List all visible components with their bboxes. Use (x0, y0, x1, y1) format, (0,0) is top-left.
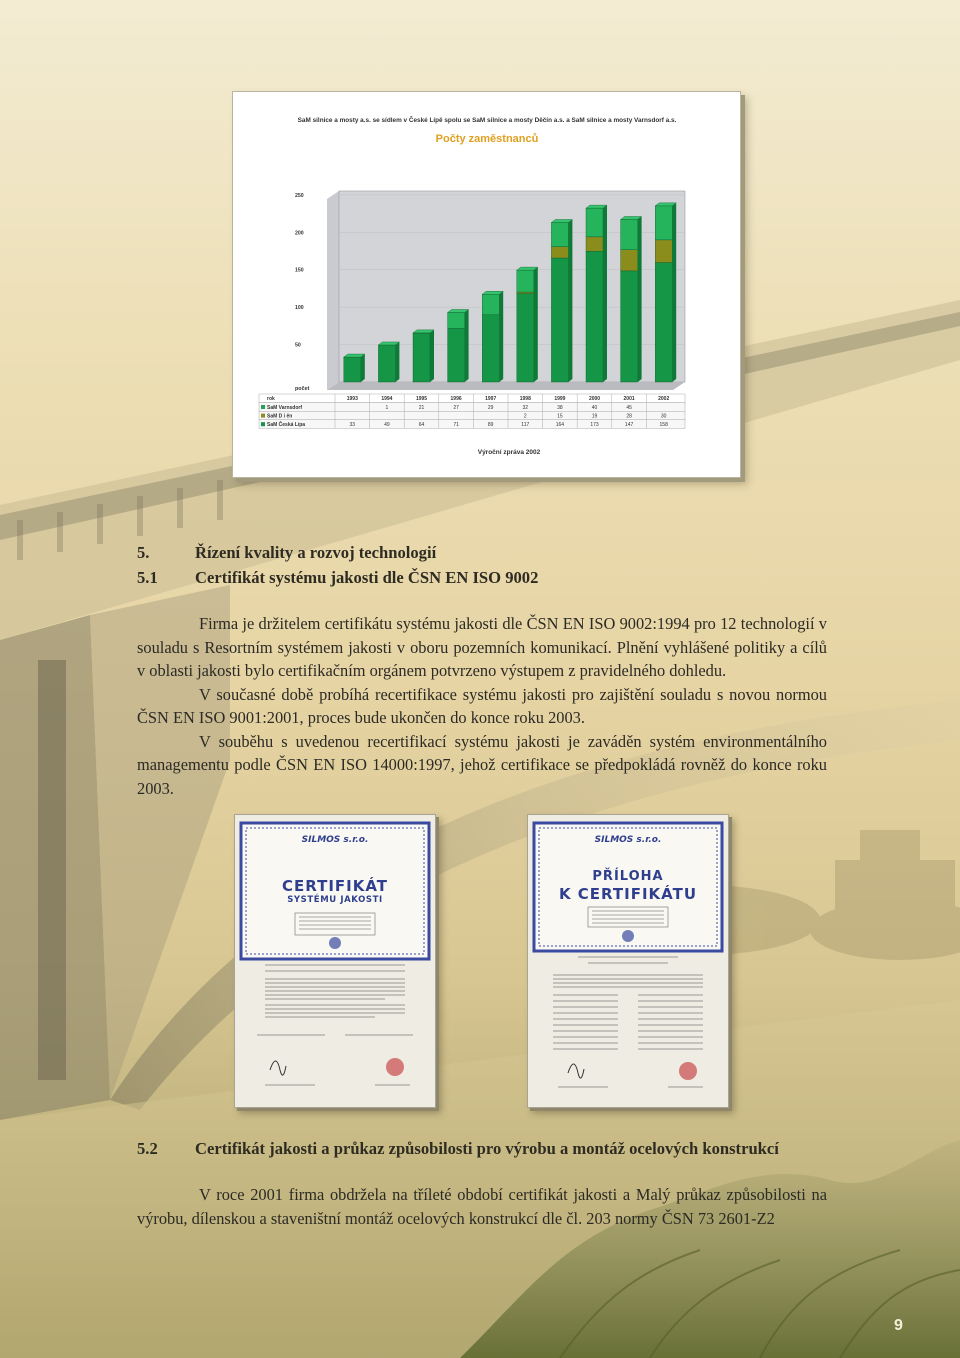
section-5-1-title: Certifikát systému jakosti dle ČSN EN ISO 9002 (195, 568, 539, 587)
section-5-heading (137, 543, 436, 563)
bar-segment (655, 263, 672, 382)
data-label: 117 (521, 422, 530, 428)
data-label: 71 (453, 422, 459, 428)
paragraph: Firma je držitelem certifikátu systému jakosti dle ČSN EN ISO 9002:1994 pro 12 technologií v souladu s Resortním systémem jakosti v oboru pozemních komunikací. Plnění vyhlášené politiky a cílů v oblasti jakosti bylo certifikačním orgánem potvrzeno výstupem z pravidelného dohledu. (137, 614, 827, 680)
table-row (259, 420, 685, 429)
bar-segment (413, 334, 430, 382)
bar-segment (448, 312, 465, 328)
bar-segment (482, 315, 499, 382)
paragraph: V roce 2001 firma obdržela na tříleté období certifikát jakosti a Malý průkaz způsobilosti na výrobu, dílenskou a staveništní montáž ocelových konstrukcí dle čl. 203 normy ČSN 73 2601-Z2 (137, 1185, 827, 1228)
bar-side (395, 342, 399, 382)
plot-floor (327, 382, 685, 390)
x-tick-label: 2001 (623, 396, 635, 403)
bar-segment (448, 328, 465, 382)
section-5-1-body (137, 612, 827, 800)
legend-entry: SaM Česká Lípa (267, 422, 306, 428)
y-tick-label: 50 (295, 342, 301, 349)
section-5-2-heading (137, 1139, 779, 1159)
section-5-1-number: 5.1 (137, 568, 158, 587)
legend-swatch (261, 422, 265, 426)
bar-segment (551, 247, 568, 258)
bar-segment (586, 251, 603, 382)
data-label: 89 (487, 422, 494, 428)
bar-segment (621, 250, 638, 271)
x-axis-label: rok (267, 396, 275, 403)
data-label: 164 (555, 422, 565, 428)
legend-swatch (261, 414, 265, 418)
certificate-image (234, 814, 436, 1108)
data-label: 1 (385, 404, 389, 411)
certificate-logo: SILMOS s.r.o. (594, 835, 662, 845)
legend-entry: SaM D i ěn (267, 413, 293, 420)
bar-side (638, 216, 642, 382)
y-tick-label: 150 (295, 267, 304, 274)
data-label: 40 (591, 404, 598, 411)
bar-segment (655, 206, 672, 240)
employee-count-chart (233, 92, 740, 477)
data-label: 64 (418, 422, 425, 428)
bar-segment (655, 240, 672, 263)
chart-header: SaM silnice a mosty a.s. se sídlem v České Lípě spolu se SaM silnice a mosty Děčín a.s. a SaM silnice a mosty Varnsdorf a.s. (297, 117, 677, 124)
data-label: 45 (626, 404, 632, 411)
bar-segment (586, 208, 603, 237)
data-label: 29 (487, 404, 494, 411)
bar-segment (621, 271, 638, 382)
certificate-annex-subtitle: K CERTIFIKÁTU (558, 885, 698, 903)
bar-side (603, 205, 607, 382)
table-row (259, 403, 685, 412)
bar-segment (482, 294, 499, 314)
bar-side (465, 309, 469, 382)
section-5-title: Řízení kvality a rozvoj technologií (195, 543, 437, 562)
certificate-annex-title: PŘÍLOHA (592, 869, 664, 884)
section-5-2-number: 5.2 (137, 1139, 158, 1158)
bar-segment (621, 219, 638, 249)
data-label: 19 (591, 413, 598, 420)
x-tick-label: 1998 (519, 396, 531, 403)
data-label: 21 (418, 404, 425, 411)
paragraph: V souběhu s uvedenou recertifikací systému jakosti je zaváděn systém environmentálního managementu podle ČSN EN ISO 14000:1997, jehož certifikace se předpokládá rovněž do konce roku 2003. (137, 731, 827, 798)
certificate-title: CERTIFIKÁT (281, 877, 389, 895)
section-5-number: 5. (137, 543, 150, 562)
y-tick-label: 200 (295, 230, 304, 237)
bar-side (430, 330, 434, 382)
data-label: 15 (557, 413, 563, 420)
bar-segment (344, 357, 361, 382)
legend-entry: SaM Varnsdorf (267, 404, 303, 411)
x-tick-label: 1996 (450, 396, 462, 403)
y-tick-label: 250 (295, 192, 304, 199)
data-label: 147 (624, 422, 634, 428)
x-tick-label: 2000 (588, 396, 601, 403)
bar-side (568, 219, 572, 382)
data-label: 30 (660, 413, 667, 420)
data-label: 33 (349, 422, 356, 428)
data-label: 49 (384, 422, 390, 428)
page-number: 9 (894, 1317, 903, 1334)
data-label: 158 (659, 422, 668, 428)
x-tick-label: 1999 (554, 396, 566, 403)
paragraph: V současné době probíhá recertifikace systému jakosti pro zajištění souladu s novou normou ČSN EN ISO 9001:2001, proces bude ukončen do konce roku 2003. (137, 684, 827, 727)
chart-footer: Výroční zpráva 2002 (477, 449, 541, 456)
table-row (259, 394, 685, 403)
certificate-annex-image (527, 814, 729, 1108)
employee-count-chart-frame (232, 91, 741, 478)
data-label: 28 (626, 413, 632, 420)
data-label: 32 (522, 404, 529, 411)
bar-segment (517, 294, 534, 382)
bar-side (672, 203, 676, 382)
x-tick-label: 1993 (346, 396, 358, 403)
x-tick-label: 1994 (381, 396, 393, 403)
bar-segment (517, 270, 534, 292)
table-row (259, 411, 685, 420)
bar-segment (378, 345, 395, 382)
certificate-subtitle: SYSTÉMU JAKOSTI (287, 895, 383, 905)
y-tick-label: 100 (295, 305, 304, 312)
bar-segment (586, 237, 603, 251)
bar-side (499, 291, 503, 382)
data-label: 2 (523, 413, 527, 420)
section-5-1-heading (137, 568, 538, 588)
bar-segment (551, 222, 568, 246)
data-label: 27 (453, 404, 459, 411)
bar-segment (517, 292, 534, 294)
data-label: 38 (557, 404, 563, 411)
x-tick-label: 1995 (415, 396, 428, 403)
legend-swatch (261, 405, 265, 409)
bar-segment (551, 258, 568, 382)
plot-left-wall (327, 191, 339, 390)
x-tick-label: 1997 (485, 396, 497, 403)
x-tick-label: 2002 (658, 396, 670, 403)
certificate-logo: SILMOS s.r.o. (301, 835, 369, 845)
data-label: 173 (590, 422, 599, 428)
section-5-2-title: Certifikát jakosti a průkaz způsobilosti pro výrobu a montáž ocelových konstrukcí (195, 1139, 779, 1158)
y-axis-label: počet (295, 386, 310, 392)
section-5-2-body (137, 1183, 827, 1230)
bar-side (534, 267, 538, 382)
bar-side (361, 354, 365, 382)
chart-title: Počty zaměstnanců (435, 133, 539, 145)
